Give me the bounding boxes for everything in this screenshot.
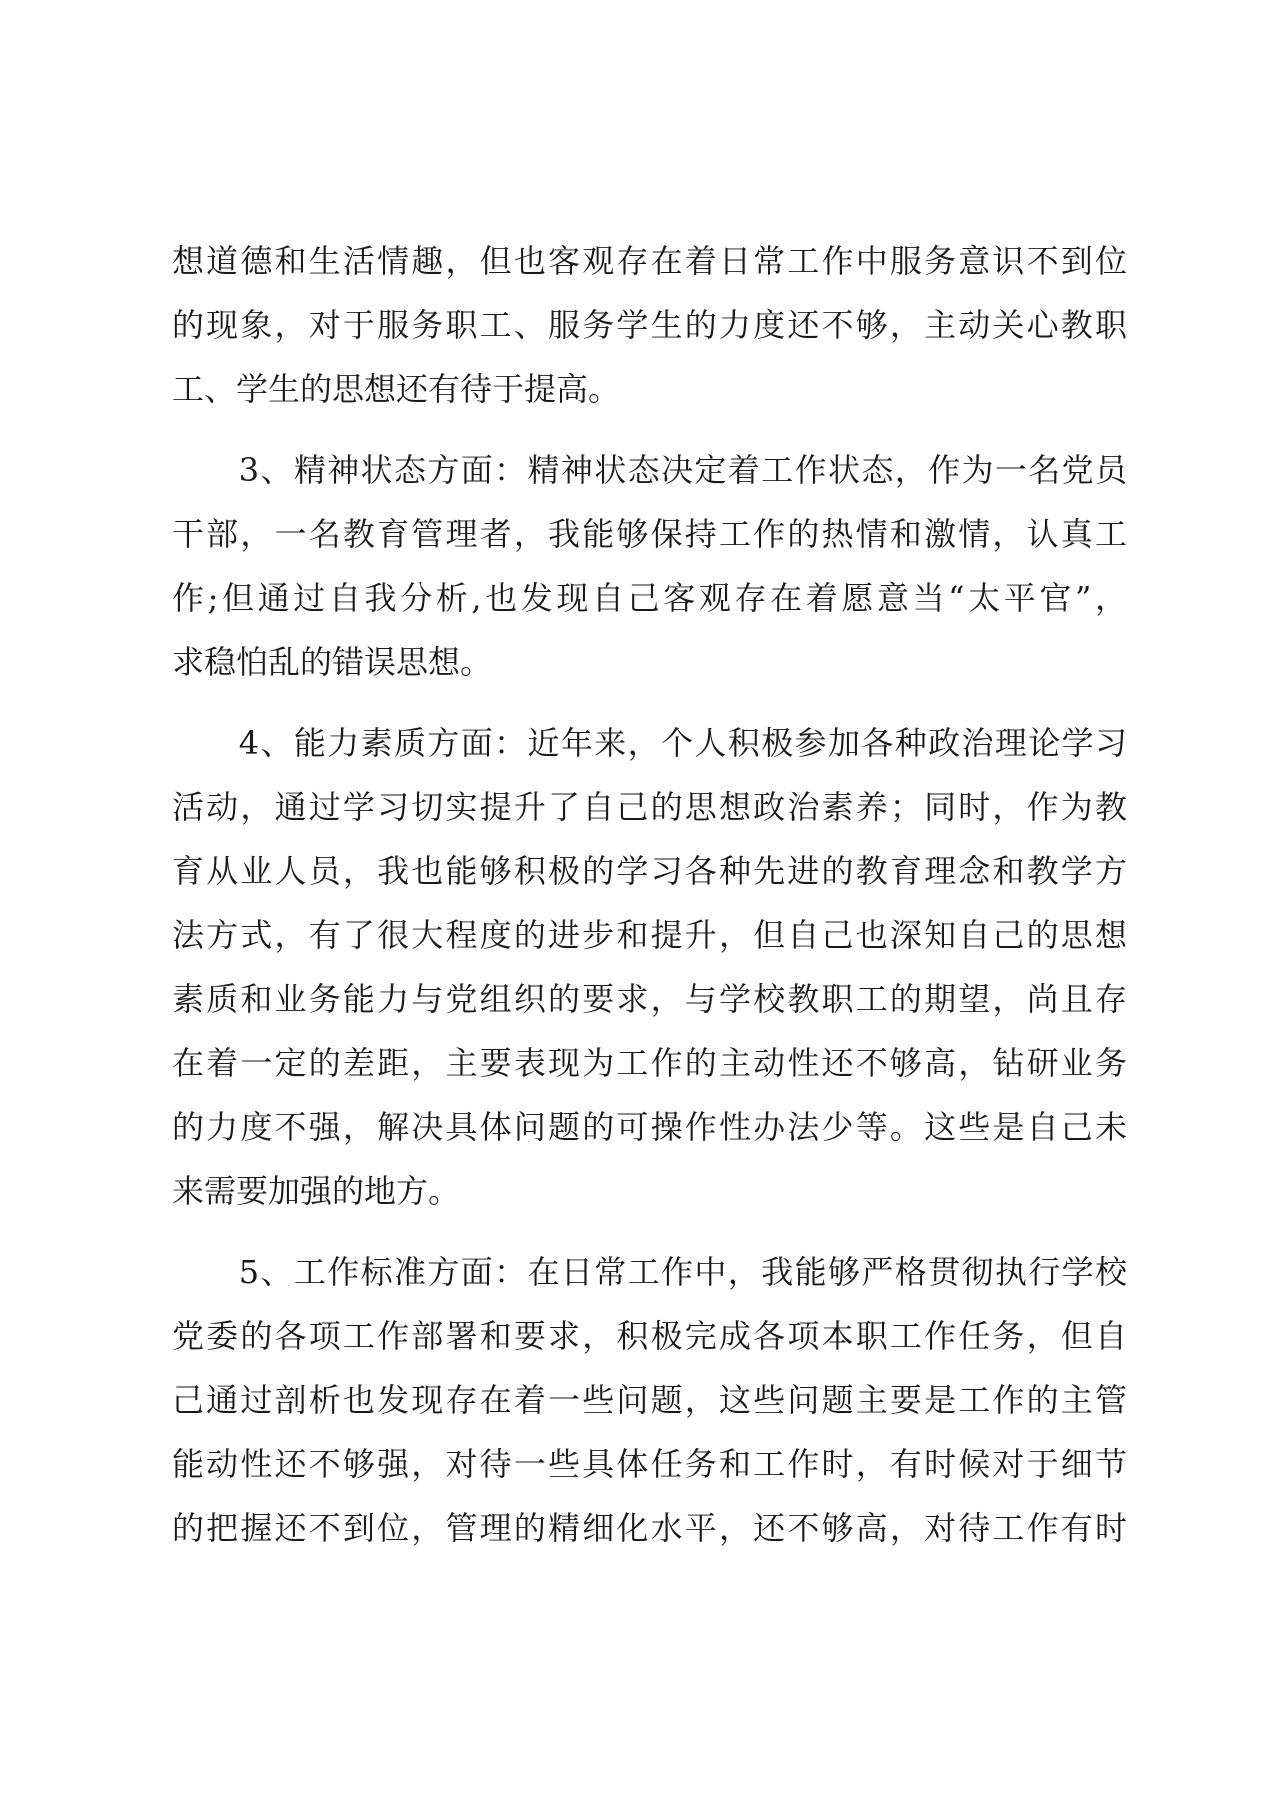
text-line: 己通过剖析也发现存在着一些问题，这些问题主要是工作的主管 (172, 1381, 1127, 1419)
paragraph-work-standard (172, 1240, 1127, 1560)
text-line: 的力度不强，解决具体问题的可操作性办法少等。这些是自己未 (172, 1108, 1127, 1146)
text-line: 工、学生的思想还有待于提高。 (172, 370, 621, 408)
text-line: 干部，一名教育管理者，我能够保持工作的热情和激情，认真工 (172, 515, 1127, 553)
paragraph-service-awareness (172, 229, 1127, 421)
paragraph-ability-quality (172, 711, 1127, 1223)
text-line: 4、能力素质方面：近年来，个人积极参加各种政治理论学习 (172, 724, 1127, 762)
text-line: 在着一定的差距，主要表现为工作的主动性还不够高，钻研业务 (172, 1044, 1127, 1082)
text-line: 法方式，有了很大程度的进步和提升，但自己也深知自己的思想 (172, 916, 1127, 954)
text-line: 的现象，对于服务职工、服务学生的力度还不够，主动关心教职 (172, 306, 1127, 344)
text-line: 能动性还不够强，对待一些具体任务和工作时，有时候对于细节 (172, 1445, 1127, 1483)
text-line: 的把握还不到位，管理的精细化水平，还不够高，对待工作有时 (172, 1509, 1127, 1547)
text-line: 作;但通过自我分析,也发现自己客观存在着愿意当“太平官”， (172, 579, 1127, 617)
paragraph-mental-state (172, 438, 1127, 694)
text-line: 想道德和生活情趣，但也客观存在着日常工作中服务意识不到位 (172, 242, 1127, 280)
text-line: 来需要加强的地方。 (172, 1172, 461, 1210)
document-body (172, 229, 1127, 1560)
text-line: 活动，通过学习切实提升了自己的思想政治素养；同时，作为教 (172, 788, 1127, 826)
text-line: 求稳怕乱的错误思想。 (172, 643, 493, 681)
text-line: 5、工作标准方面：在日常工作中，我能够严格贯彻执行学校 (172, 1253, 1127, 1291)
text-line: 党委的各项工作部署和要求，积极完成各项本职工作任务，但自 (172, 1317, 1127, 1355)
text-line: 3、精神状态方面：精神状态决定着工作状态，作为一名党员 (172, 451, 1127, 489)
text-line: 育从业人员，我也能够积极的学习各种先进的教育理念和教学方 (172, 852, 1127, 890)
text-line: 素质和业务能力与党组织的要求，与学校教职工的期望，尚且存 (172, 980, 1127, 1018)
